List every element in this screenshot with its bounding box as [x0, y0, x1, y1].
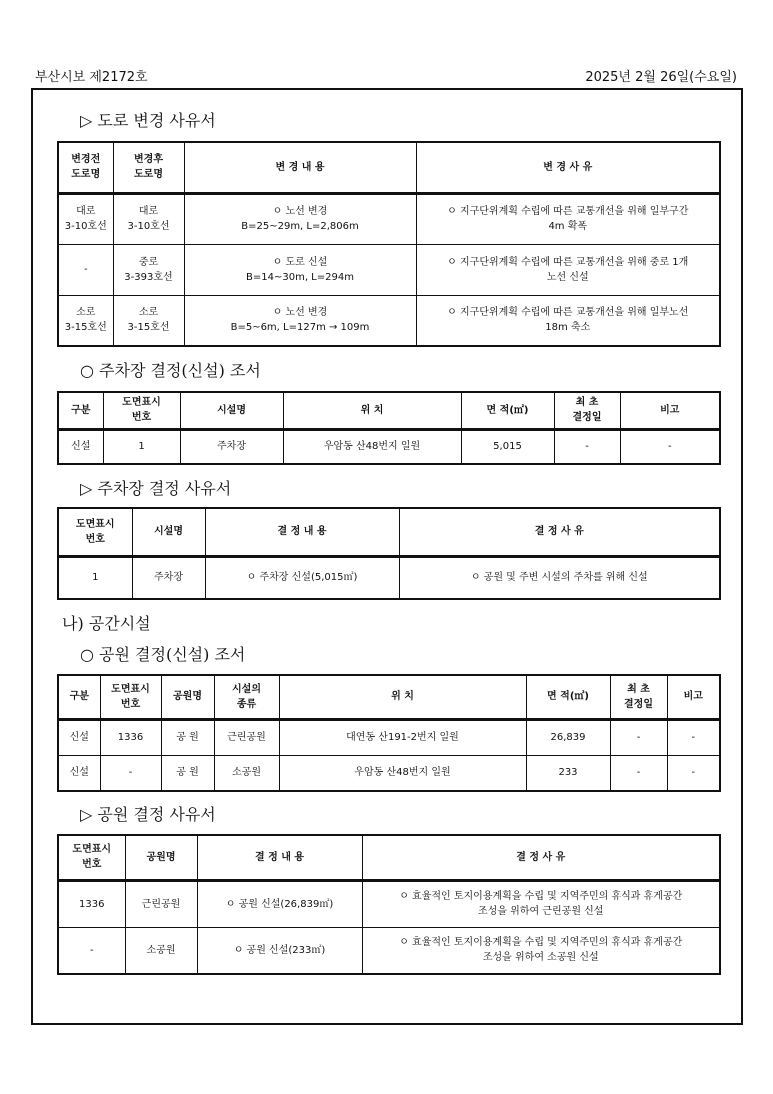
table-cell: 26,839: [526, 719, 610, 755]
table-cell: ㅇ 효율적인 토지이용계획을 수립 및 지역주민의 휴식과 휴게공간 조성을 위하여 소공원 신설: [362, 927, 720, 974]
header-row: [58, 392, 720, 429]
table-cell: 소공원: [214, 755, 279, 791]
table-cell: -: [554, 429, 620, 464]
header-cell: 도면표시 번호: [103, 392, 180, 429]
parking-decision-table: [57, 391, 721, 465]
table-cell: 중로 3-393호선: [113, 244, 184, 295]
header-row: [58, 675, 720, 719]
table-cell: 우암동 산48번지 일원: [283, 429, 461, 464]
header-cell: 공원명: [161, 675, 214, 719]
header-row: [58, 142, 720, 193]
table-row: [58, 193, 720, 244]
table-cell: 주차장: [132, 556, 205, 599]
park-reason-heading: ▷ 공원 결정 사유서: [80, 805, 216, 824]
table-row: [58, 755, 720, 791]
header-cell: 구분: [58, 392, 103, 429]
header-cell: 결 정 사 유: [362, 835, 720, 880]
header-cell: 결 정 사 유: [399, 508, 720, 556]
table-cell: ㅇ 노선 변경 B=5~6m, L=127m → 109m: [184, 295, 416, 346]
table-cell: -: [667, 755, 720, 791]
road-change-table: [57, 141, 721, 347]
header-cell: 위 치: [279, 675, 526, 719]
table-row: [58, 880, 720, 927]
table-cell: -: [620, 429, 720, 464]
table-cell: 1336: [58, 880, 125, 927]
table-cell: -: [610, 719, 667, 755]
header-cell: 변 경 내 용: [184, 142, 416, 193]
table-cell: ㅇ 노선 변경 B=25~29m, L=2,806m: [184, 193, 416, 244]
header-cell: 결 정 내 용: [205, 508, 399, 556]
header-cell: 면 적(㎡): [461, 392, 554, 429]
table-cell: ㅇ 공원 및 주변 시설의 주차를 위해 신설: [399, 556, 720, 599]
header-cell: 시설명: [132, 508, 205, 556]
header-cell: 변 경 사 유: [416, 142, 720, 193]
table-cell: 5,015: [461, 429, 554, 464]
parking-decision-heading: ○ 주차장 결정(신설) 조서: [80, 361, 261, 380]
header-cell: 공원명: [125, 835, 197, 880]
table-cell: 신설: [58, 429, 103, 464]
table-cell: 우암동 산48번지 일원: [279, 755, 526, 791]
header-row: [58, 508, 720, 556]
table-row: [58, 927, 720, 974]
table-cell: 근린공원: [125, 880, 197, 927]
header-cell: 도면표시 번호: [100, 675, 161, 719]
table-cell: 233: [526, 755, 610, 791]
table-cell: 1336: [100, 719, 161, 755]
table-row: [58, 429, 720, 464]
table-cell: 대로 3-10호선: [58, 193, 113, 244]
table-cell: -: [58, 244, 113, 295]
header-cell: 도면표시 번호: [58, 835, 125, 880]
header-cell: 최 초 결정일: [610, 675, 667, 719]
header-cell: 시설의 종류: [214, 675, 279, 719]
table-cell: 소로 3-15호선: [113, 295, 184, 346]
table-cell: 공 원: [161, 719, 214, 755]
table-cell: 근린공원: [214, 719, 279, 755]
park-decision-table: [57, 674, 721, 792]
table-cell: 소공원: [125, 927, 197, 974]
table-cell: 주차장: [180, 429, 283, 464]
table-cell: ㅇ 지구단위계획 수립에 따른 교통개선을 위해 일부노선 18m 축소: [416, 295, 720, 346]
parking-reason-table: [57, 507, 721, 600]
table-cell: ㅇ 도로 신설 B=14~30m, L=294m: [184, 244, 416, 295]
publish-date: 2025년 2월 26일(수요일): [585, 70, 737, 85]
header-cell: 변경전 도로명: [58, 142, 113, 193]
table-cell: ㅇ 지구단위계획 수립에 따른 교통개선을 위해 일부구간 4m 확폭: [416, 193, 720, 244]
header-cell: 시설명: [180, 392, 283, 429]
space-facility-heading: 나) 공간시설: [62, 614, 151, 633]
table-cell: -: [667, 719, 720, 755]
table-cell: 1: [103, 429, 180, 464]
park-decision-heading: ○ 공원 결정(신설) 조서: [80, 645, 246, 664]
table-cell: 1: [58, 556, 132, 599]
header-cell: 위 치: [283, 392, 461, 429]
table-cell: 신설: [58, 719, 100, 755]
table-cell: ㅇ 주차장 신설(5,015㎡): [205, 556, 399, 599]
header-cell: 변경후 도로명: [113, 142, 184, 193]
table-cell: -: [100, 755, 161, 791]
table-cell: ㅇ 공원 신설(26,839㎡): [197, 880, 362, 927]
gazette-number: 부산시보 제2172호: [35, 70, 148, 85]
header-row: [58, 835, 720, 880]
table-cell: 공 원: [161, 755, 214, 791]
header-cell: 면 적(㎡): [526, 675, 610, 719]
table-row: [58, 244, 720, 295]
header-cell: 구분: [58, 675, 100, 719]
table-cell: 신설: [58, 755, 100, 791]
header-cell: 비고: [667, 675, 720, 719]
header-cell: 비고: [620, 392, 720, 429]
table-cell: 대연동 산191-2번지 일원: [279, 719, 526, 755]
table-cell: ㅇ 공원 신설(233㎡): [197, 927, 362, 974]
parking-reason-heading: ▷ 주차장 결정 사유서: [80, 479, 232, 498]
header-cell: 최 초 결정일: [554, 392, 620, 429]
table-row: [58, 556, 720, 599]
table-row: [58, 295, 720, 346]
header-cell: 도면표시 번호: [58, 508, 132, 556]
table-cell: ㅇ 지구단위계획 수립에 따른 교통개선을 위해 중로 1개 노선 신설: [416, 244, 720, 295]
table-cell: 소로 3-15호선: [58, 295, 113, 346]
table-cell: ㅇ 효율적인 토지이용계획을 수립 및 지역주민의 휴식과 휴게공간 조성을 위하여 근린공원 신설: [362, 880, 720, 927]
park-reason-table: [57, 834, 721, 975]
header-cell: 결 정 내 용: [197, 835, 362, 880]
table-row: [58, 719, 720, 755]
road-change-heading: ▷ 도로 변경 사유서: [80, 111, 216, 130]
table-cell: -: [58, 927, 125, 974]
table-cell: -: [610, 755, 667, 791]
table-cell: 대로 3-10호선: [113, 193, 184, 244]
